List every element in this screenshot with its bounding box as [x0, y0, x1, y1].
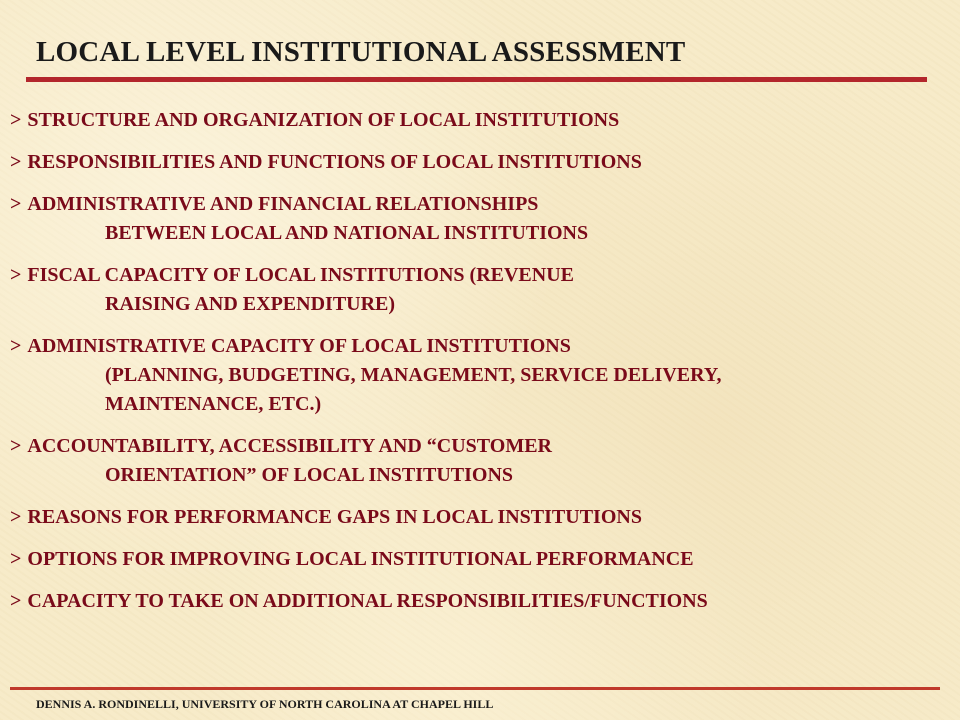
bullet-marker: >: [10, 193, 22, 215]
bullet-marker: >: [10, 590, 22, 612]
bullet-continuation: ORIENTATION” OF LOCAL INSTITUTIONS: [105, 464, 514, 486]
bullet-item: [10, 587, 950, 616]
bullet-continuation: RAISING AND EXPENDITURE): [105, 293, 396, 315]
bullet-text: STRUCTURE AND ORGANIZATION OF LOCAL INSTITUTIONS: [27, 109, 620, 131]
bullet-text: RESPONSIBILITIES AND FUNCTIONS OF LOCAL INSTITUTIONS: [27, 151, 642, 173]
bullet-text: ADMINISTRATIVE CAPACITY OF LOCAL INSTITUTIONS: [27, 335, 571, 357]
bullet-continuation: MAINTENANCE, ETC.): [105, 393, 322, 415]
title-underline: [26, 77, 927, 82]
bullet-item: [10, 106, 950, 135]
bullet-item: [10, 545, 950, 574]
bullet-item: [10, 503, 950, 532]
bullet-text: FISCAL CAPACITY OF LOCAL INSTITUTIONS (REVENUE: [27, 264, 574, 286]
bullet-item: [10, 148, 950, 177]
bullet-continuation: BETWEEN LOCAL AND NATIONAL INSTITUTIONS: [105, 222, 589, 244]
bullet-continuation: (PLANNING, BUDGETING, MANAGEMENT, SERVICE DELIVERY,: [105, 364, 722, 386]
bullet-marker: >: [10, 548, 22, 570]
bullet-marker: >: [10, 109, 22, 131]
bullet-text: ACCOUNTABILITY, ACCESSIBILITY AND “CUSTOMER: [27, 435, 552, 457]
bullet-item: [10, 332, 950, 419]
bullet-marker: >: [10, 506, 22, 528]
bullet-marker: >: [10, 335, 22, 357]
bullet-marker: >: [10, 151, 22, 173]
footer-rule: [10, 687, 940, 690]
footer-credit: DENNIS A. RONDINELLI, UNIVERSITY OF NORTH CAROLINA AT CHAPEL HILL: [36, 697, 494, 711]
bullet-item: [10, 190, 950, 248]
slide-title: LOCAL LEVEL INSTITUTIONAL ASSESSMENT: [36, 36, 686, 68]
bullet-marker: >: [10, 264, 22, 286]
bullet-item: [10, 261, 950, 319]
bullet-text: CAPACITY TO TAKE ON ADDITIONAL RESPONSIBILITIES/FUNCTIONS: [27, 590, 708, 612]
bullet-marker: >: [10, 435, 22, 457]
bullet-item: [10, 432, 950, 490]
bullet-text: ADMINISTRATIVE AND FINANCIAL RELATIONSHIPS: [27, 193, 539, 215]
bullet-text: OPTIONS FOR IMPROVING LOCAL INSTITUTIONAL PERFORMANCE: [27, 548, 694, 570]
bullet-list: [10, 106, 950, 629]
bullet-text: REASONS FOR PERFORMANCE GAPS IN LOCAL INSTITUTIONS: [27, 506, 642, 528]
